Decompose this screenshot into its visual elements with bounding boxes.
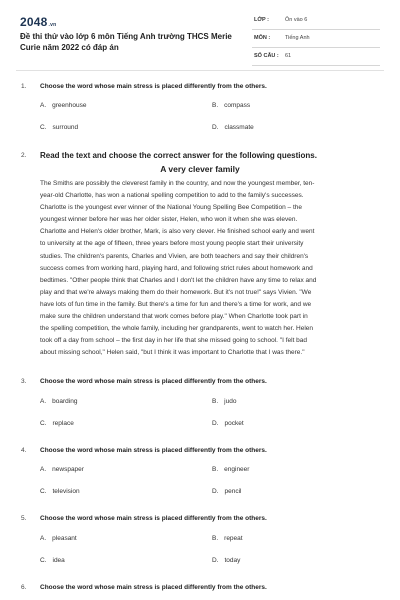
- option-c[interactable]: [40, 124, 78, 131]
- option-letter: A.: [40, 466, 47, 473]
- option-letter: C.: [40, 124, 47, 131]
- option-text: engineer: [224, 466, 250, 473]
- option-c[interactable]: [40, 557, 65, 564]
- option-letter: D.: [212, 488, 219, 495]
- option-text: idea: [52, 557, 65, 564]
- question-text: Choose the word whose main stress is placed differently from the others.: [40, 378, 267, 385]
- passage-line: play and that we're always making them do their homework. But it's not true!" says Vivien. "We: [40, 288, 312, 296]
- option-c[interactable]: [40, 420, 74, 427]
- header-divider: [16, 70, 384, 71]
- option-text: surround: [52, 124, 79, 131]
- passage-line: The Smiths are possibly the cleverest family in the country, and now the youngest member, ten-: [40, 180, 315, 187]
- option-d[interactable]: [212, 124, 254, 131]
- reading-instruction: Read the text and choose the correct answer for the following questions.: [40, 151, 317, 160]
- question-text: Choose the word whose main stress is placed differently from the others.: [40, 447, 267, 454]
- meta-value: 61: [285, 53, 292, 59]
- logo-suffix: .vn: [48, 22, 57, 28]
- passage-line: youngest winner before her was her older sister, Helen, who won it when she was eleven.: [40, 216, 298, 224]
- option-text: replace: [52, 420, 74, 427]
- option-letter: A.: [40, 102, 47, 109]
- option-letter: A.: [40, 398, 47, 405]
- question-number: 6.: [21, 584, 27, 591]
- option-text: classmate: [224, 124, 254, 131]
- option-text: repeat: [224, 535, 243, 542]
- option-a[interactable]: [40, 102, 87, 109]
- option-b[interactable]: [212, 398, 236, 405]
- page-title: Đề thi thử vào lớp 6 môn Tiếng Anh trường THCS Merie Curie năm 2022 có đáp án: [20, 32, 232, 52]
- question-number: 5.: [21, 515, 27, 522]
- option-a[interactable]: [40, 535, 77, 542]
- option-a[interactable]: [40, 398, 77, 405]
- passage-line: about missing school," Helen said, "but I think it was important to Charlotte that I was there.": [40, 349, 305, 357]
- passage-line: have lots of fun time in the family. But there's a time for fun and there's a time for work, and we: [40, 300, 312, 308]
- question-number: 2.: [21, 152, 27, 159]
- option-text: pleasant: [52, 535, 77, 542]
- option-text: judo: [224, 398, 237, 405]
- meta-key: SỐ CÂU :: [254, 53, 279, 59]
- passage-line: Charlotte is the youngest ever winner of the National Young Spelling Bee Competition – the: [40, 204, 302, 212]
- option-letter: D.: [212, 557, 219, 564]
- option-letter: C.: [40, 488, 47, 495]
- meta-value: Ôn vào 6: [285, 17, 308, 23]
- meta-row-grade: [252, 12, 380, 30]
- option-text: pencil: [224, 488, 242, 495]
- site-logo[interactable]: [20, 15, 56, 29]
- meta-row-count: [252, 48, 380, 66]
- option-c[interactable]: [40, 488, 80, 495]
- option-letter: C.: [40, 557, 47, 564]
- option-text: television: [52, 488, 80, 495]
- option-text: newspaper: [52, 466, 84, 473]
- passage-line: took off a day from school – the first day in her life that she missed going to school. "I felt bad: [40, 337, 308, 345]
- option-b[interactable]: [212, 102, 250, 109]
- passage-line: the spelling competition, the whole family, including her grandparents, went to watch her. Helen: [40, 325, 314, 333]
- option-a[interactable]: [40, 466, 84, 473]
- option-letter: B.: [212, 398, 219, 405]
- question-text: Choose the word whose main stress is placed differently from the others.: [40, 515, 267, 522]
- option-d[interactable]: [212, 488, 241, 495]
- option-letter: D.: [212, 124, 219, 131]
- option-text: greenhouse: [52, 102, 87, 109]
- option-letter: D.: [212, 420, 219, 427]
- reading-passage: [40, 178, 380, 359]
- passage-line: bedtimes. "Other people think that Charles and I don't let the children have any time to relax and: [40, 276, 317, 284]
- passage-line: to university at the age of fifteen, three years before most young people start their university: [40, 240, 304, 248]
- option-d[interactable]: [212, 557, 240, 564]
- option-d[interactable]: [212, 420, 244, 427]
- meta-key: MÔN :: [254, 35, 271, 41]
- option-letter: A.: [40, 535, 47, 542]
- passage-line: success comes from working hard, playing hard, and following strict rules about homework and: [40, 264, 313, 272]
- logo-main: 2048: [20, 15, 48, 29]
- question-number: 4.: [21, 447, 27, 454]
- option-text: today: [224, 557, 241, 564]
- option-text: pocket: [224, 420, 244, 427]
- meta-key: LỚP :: [254, 17, 269, 23]
- question-number: 3.: [21, 378, 27, 385]
- passage-line: Charlotte and Helen's older brother, Mark, is also very clever. He finished school early and went: [40, 228, 315, 236]
- option-text: compass: [224, 102, 251, 109]
- passage-line: make sure the children understand that work comes before play." When Charlotte took part in: [40, 313, 308, 321]
- question-number: 1.: [21, 83, 27, 90]
- option-letter: B.: [212, 535, 219, 542]
- option-letter: C.: [40, 420, 47, 427]
- passage-title: A very clever family: [160, 164, 240, 174]
- option-text: boarding: [52, 398, 78, 405]
- passage-line: year-old Charlotte, has won a national spelling competition to add to the family's successes.: [40, 192, 304, 200]
- option-b[interactable]: [212, 535, 243, 542]
- option-letter: B.: [212, 102, 219, 109]
- passage-line: studies. The children's parents, Charles and Vivien, are both teachers and say their children's: [40, 252, 309, 260]
- option-b[interactable]: [212, 466, 249, 473]
- exam-meta-table: [252, 12, 380, 66]
- question-text: Choose the word whose main stress is placed differently from the others.: [40, 584, 267, 591]
- meta-row-subject: [252, 30, 380, 48]
- meta-value: Tiếng Anh: [285, 35, 310, 41]
- question-text: Choose the word whose main stress is placed differently from the others.: [40, 83, 267, 90]
- option-letter: B.: [212, 466, 219, 473]
